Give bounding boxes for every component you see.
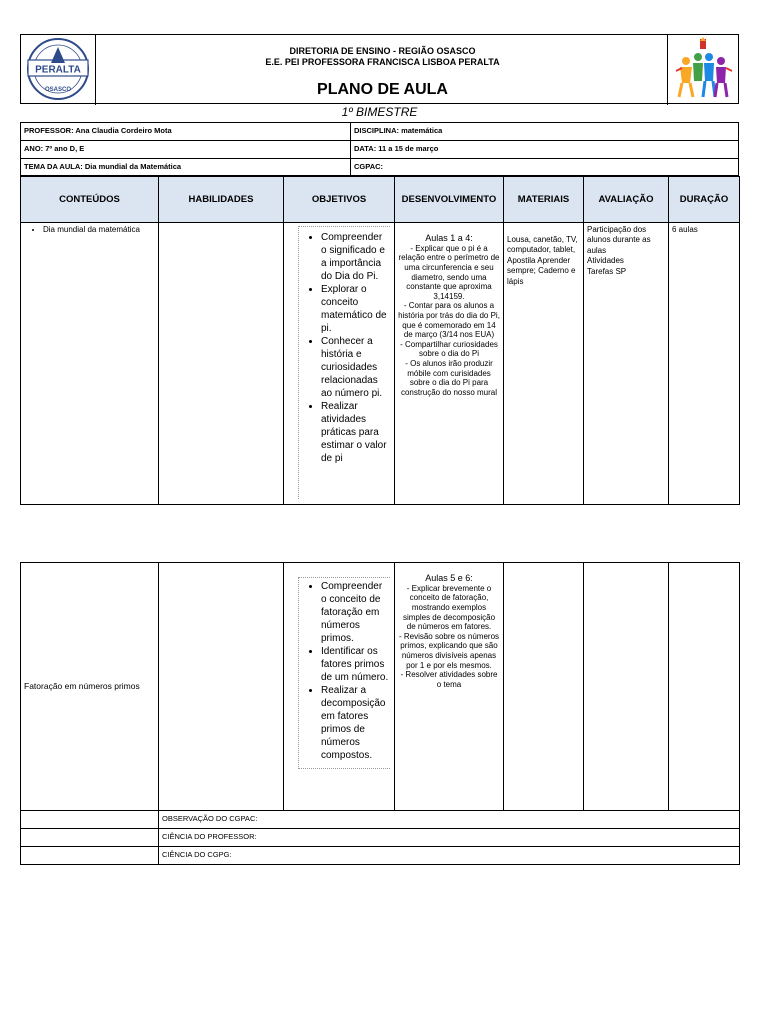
dev-paragraph: - Contar para os alunos a história por trás do dia do Pi, que é comemorado em 14 de março (3/14 nos EUA): [398, 301, 500, 340]
disciplina-field: DISCIPLINA: matemática: [354, 126, 443, 135]
header-line-1: DIRETORIA DE ENSINO - REGIÃO OSASCO: [289, 46, 476, 56]
col-desenvolvimento: DESENVOLVIMENTO: [395, 177, 504, 223]
dev-heading: Aulas 5 e 6:: [425, 573, 473, 583]
col-objetivos: OBJETIVOS: [284, 177, 395, 223]
professor-field: PROFESSOR: Ana Claudia Cordeiro Mota: [24, 126, 172, 135]
objetivo-item: • Compreender o significado e a importância do Dia do Pi.: [321, 231, 390, 283]
bimestre-label: 1º BIMESTRE: [341, 105, 418, 119]
school-logo-cell: [21, 35, 96, 105]
avaliacao-item: Atividades: [587, 256, 624, 266]
obs-blank-cell: [21, 811, 159, 829]
objetivo-item: • Realizar atividades práticas para estimar o valor de pi: [321, 400, 390, 465]
logo-subtext: OSASCO: [44, 87, 72, 93]
avaliacao-item: Participação dos alunos durante as aulas: [587, 225, 651, 255]
tema-field: TEMA DA AULA: Dia mundial da Matemática: [24, 162, 182, 171]
avaliacao-item: Tarefas SP: [587, 266, 627, 276]
desenvolvimento-cell: [395, 223, 504, 505]
ciencia-cgpg-field: CIÊNCIA DO CGPG:: [159, 847, 740, 865]
dev-heading: Aulas 1 a 4:: [425, 233, 473, 243]
avaliacao-cell-2: [584, 563, 669, 811]
ciencia-prof-blank-cell: [21, 829, 159, 847]
col-duracao: DURAÇÃO: [669, 177, 740, 223]
people-logo-icon: [668, 35, 739, 105]
objetivo-item: • Realizar a decomposição em fatores primos de números compostos.: [321, 684, 390, 762]
plan-table-1: [20, 176, 740, 505]
objetivo-item: • Compreender o conceito de fatoração em números primos.: [321, 580, 390, 645]
page-title: PLANO DE AULA: [317, 81, 448, 98]
plan-table-2: [20, 562, 740, 865]
duracao-cell: 6 aulas: [669, 223, 740, 505]
objetivos-cell-2: [284, 563, 395, 811]
dev-paragraph: - Resolver atividades sobre o tema: [400, 670, 498, 689]
conteudo-cell: [21, 223, 159, 505]
col-conteudos: CONTEÚDOS: [21, 177, 159, 223]
objetivo-item: • Conhecer a história e curiosidades relacionadas ao número pi.: [321, 335, 390, 400]
cgpac-field: CGPAC:: [354, 162, 384, 171]
avaliacao-cell: [584, 223, 669, 505]
objetivo-item: • Identificar os fatores primos de um número.: [321, 645, 390, 684]
conteudo-cell-2: Fatoração em números primos: [21, 563, 159, 811]
info-box: [20, 122, 739, 176]
materiais-cell: Lousa, canetão, TV, computador, tablet, Apostila Aprender sempre; Caderno e lápis: [504, 223, 584, 505]
dev-paragraph: - Revisão sobre os números primos, explicando que são números divisíveis apenas por 1 e por els mesmos.: [398, 631, 500, 670]
document-header: [20, 34, 739, 104]
header-line-2: E.E. PEI PROFESSORA FRANCISCA LISBOA PERALTA: [265, 57, 500, 67]
ciencia-cgpg-blank-cell: [21, 847, 159, 865]
obs-cgpac-field: OBSERVAÇÃO DO CGPAC:: [159, 811, 740, 829]
ano-field: ANO: 7º ano D, E: [24, 144, 85, 153]
habilidades-cell-2: [159, 563, 284, 811]
dev-paragraph: - Explicar que o pi é a relação entre o perímetro de uma circunferencia e seu diametro, sendo uma constante que aproxima 3,14159.: [398, 243, 500, 301]
data-field: DATA: 11 a 15 de março: [354, 144, 439, 153]
desenvolvimento-cell-2: [395, 563, 504, 811]
ciencia-professor-field: CIÊNCIA DO PROFESSOR:: [159, 829, 740, 847]
dev-paragraph: - Os alunos irão produzir móbile com curisidades sobre o dia do Pi para construção do nosso mural: [400, 358, 498, 397]
dev-paragraph: - Explicar brevemente o conceito de fatoração, mostrando exemplos simples de decomposição de números em fatores.: [402, 583, 496, 632]
objetivo-item: • Explorar o conceito matemático de pi.: [321, 283, 390, 335]
duracao-cell-2: [669, 563, 740, 811]
conteudo-item: • Dia mundial da matemática: [43, 225, 158, 235]
habilidades-cell: [159, 223, 284, 505]
col-habilidades: HABILIDADES: [159, 177, 284, 223]
col-materiais: MATERIAIS: [504, 177, 584, 223]
objetivos-cell: [284, 223, 395, 505]
program-logo-cell: [667, 35, 738, 105]
dev-paragraph: - Compartilhar curiosidades sobre o dia do Pi: [400, 339, 498, 359]
school-seal-icon: [21, 35, 96, 105]
materiais-cell-2: [504, 563, 584, 811]
col-avaliacao: AVALIAÇÃO: [584, 177, 669, 223]
logo-text: PERALTA: [35, 64, 81, 76]
